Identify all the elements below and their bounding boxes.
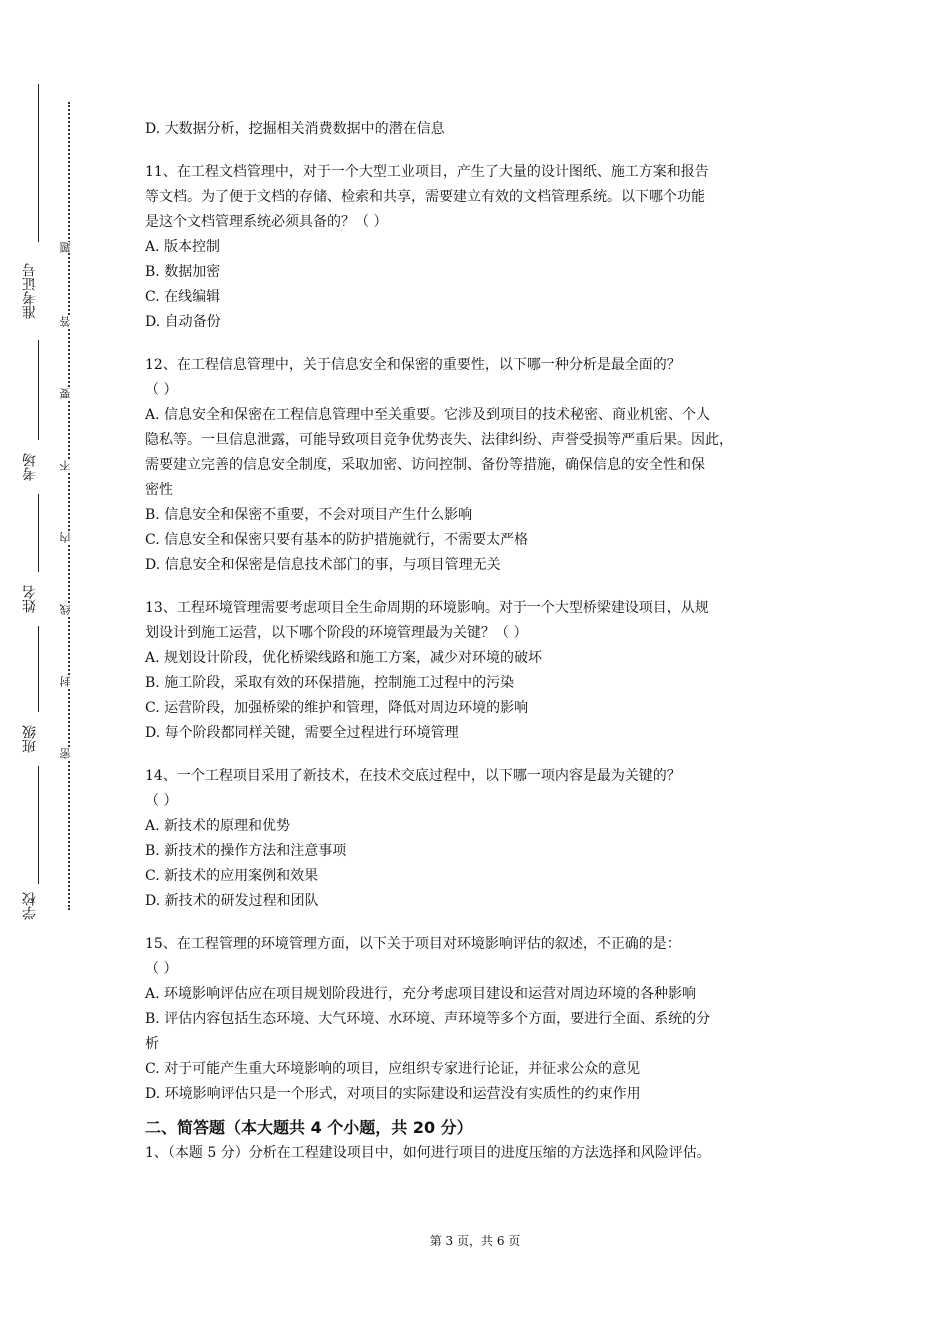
q15-stem-line: 15、在工程管理的环境管理方面，以下关于项目对环境影响评估的叙述，不正确的是： xyxy=(145,936,681,952)
q14-option-c: C. 新技术的应用案例和效果 xyxy=(145,868,319,884)
seal-dotted-line xyxy=(68,102,70,910)
section-2-question-1: 1、（本题 5 分）分析在工程建设项目中，如何进行项目的进度压缩的方法选择和风险评估。 xyxy=(145,1145,711,1161)
q11-stem-line: 等文档。为了便于文档的存储、检索和共享，需要建立有效的文档管理系统。以下哪个功能 xyxy=(145,189,705,205)
q10-option-d: D. 大数据分析，挖掘相关消费数据中的潜在信息 xyxy=(145,121,445,137)
seal-char: 答 xyxy=(60,316,76,327)
margin-label-exam-room: 考场 xyxy=(22,453,38,481)
q13-option-d: D. 每个阶段都同样关键，需要全过程进行环境管理 xyxy=(145,725,459,741)
q11-stem-line: 11、在工程文档管理中，对于一个大型工业项目，产生了大量的设计图纸、施工方案和报告 xyxy=(145,164,709,180)
page-number: 第 3 页，共 6 页 xyxy=(429,1234,521,1248)
question-11 xyxy=(145,160,815,335)
margin-label-name: 姓名 xyxy=(22,585,38,613)
q14-option-b: B. 新技术的操作方法和注意事项 xyxy=(145,843,347,859)
q14-stem-line: 14、一个工程项目采用了新技术，在技术交底过程中，以下哪一项内容是最为关键的？ xyxy=(145,768,681,784)
margin-line xyxy=(38,340,39,440)
q13-stem-line: 13、工程环境管理需要考虑项目全生命周期的环境影响。对于一个大型桥梁建设项目，从规 xyxy=(145,600,709,616)
seal-char: 题 xyxy=(60,242,76,253)
seal-char: 要 xyxy=(60,388,76,399)
margin-line xyxy=(38,766,39,884)
section-2-title: 二、简答题（本大题共 4 个小题，共 20 分） xyxy=(145,1118,473,1137)
q12-option-a-line: 密性 xyxy=(145,482,173,498)
q12-option-a-line: 隐私等。一旦信息泄露，可能导致项目竞争优势丧失、法律纠纷、声誉受损等严重后果。因此， xyxy=(145,432,733,448)
seal-char: 封 xyxy=(60,676,76,687)
margin-line xyxy=(38,494,39,572)
q11-option-a: A. 版本控制 xyxy=(145,239,221,255)
question-15 xyxy=(145,932,815,1107)
q12-option-c: C. 信息安全和保密只要有基本的防护措施就行，不需要太严格 xyxy=(145,532,529,548)
q11-stem-line: 是这个文档管理系统必须具备的？（ ） xyxy=(145,214,388,230)
q11-option-c: C. 在线编辑 xyxy=(145,289,221,305)
q12-stem-line: （ ） xyxy=(145,382,178,398)
margin-label-school: 学校 xyxy=(22,892,38,920)
q12-option-b: B. 信息安全和保密不重要，不会对项目产生什么影响 xyxy=(145,507,473,523)
q12-option-d: D. 信息安全和保密是信息技术部门的事，与项目管理无关 xyxy=(145,557,501,573)
seal-char: 线 xyxy=(60,604,76,615)
question-13 xyxy=(145,596,815,746)
binding-margin xyxy=(0,0,100,1344)
seal-char: 不 xyxy=(60,460,76,471)
q15-option-b-line: B. 评估内容包括生态环境、大气环境、水环境、声环境等多个方面，要进行全面、系统的分 xyxy=(145,1011,711,1027)
q15-stem-line: （ ） xyxy=(145,961,178,977)
q12-option-a-line: A. 信息安全和保密在工程信息管理中至关重要。它涉及到项目的技术秘密、商业机密、个人 xyxy=(145,407,711,423)
q13-option-b: B. 施工阶段，采取有效的环保措施，控制施工过程中的污染 xyxy=(145,675,515,691)
q15-option-a: A. 环境影响评估应在项目规划阶段进行，充分考虑项目建设和运营对周边环境的各种影响 xyxy=(145,986,697,1002)
question-14 xyxy=(145,764,815,914)
q11-option-d: D. 自动备份 xyxy=(145,314,221,330)
seal-char: 密 xyxy=(60,748,76,759)
margin-line xyxy=(38,626,39,712)
q12-stem-line: 12、在工程信息管理中，关于信息安全和保密的重要性，以下哪一种分析是最全面的？ xyxy=(145,357,681,373)
q15-option-d: D. 环境影响评估只是一个形式，对项目的实际建设和运营没有实质性的约束作用 xyxy=(145,1086,641,1102)
q14-option-d: D. 新技术的研发过程和团队 xyxy=(145,893,319,909)
q13-option-a: A. 规划设计阶段，优化桥梁线路和施工方案，减少对环境的破坏 xyxy=(145,650,543,666)
q13-option-c: C. 运营阶段，加强桥梁的维护和管理，降低对周边环境的影响 xyxy=(145,700,529,716)
exam-content xyxy=(145,117,815,1166)
q14-stem-line: （ ） xyxy=(145,793,178,809)
question-12 xyxy=(145,353,815,578)
q11-option-b: B. 数据加密 xyxy=(145,264,221,280)
margin-line xyxy=(38,84,39,242)
q13-stem-line: 划设计到施工运营，以下哪个阶段的环境管理最为关键？（ ） xyxy=(145,625,528,641)
q14-option-a: A. 新技术的原理和优势 xyxy=(145,818,291,834)
q15-option-c: C. 对于可能产生重大环境影响的项目，应组织专家进行论证，并征求公众的意见 xyxy=(145,1061,641,1077)
margin-label-class: 班级 xyxy=(22,725,38,753)
q15-option-b-line: 析 xyxy=(145,1036,159,1052)
seal-char: 内 xyxy=(60,532,76,543)
q12-option-a-line: 需要建立完善的信息安全制度，采取加密、访问控制、备份等措施，确保信息的安全性和保 xyxy=(145,457,705,473)
margin-label-exam-number: 准考证号 xyxy=(22,263,38,319)
